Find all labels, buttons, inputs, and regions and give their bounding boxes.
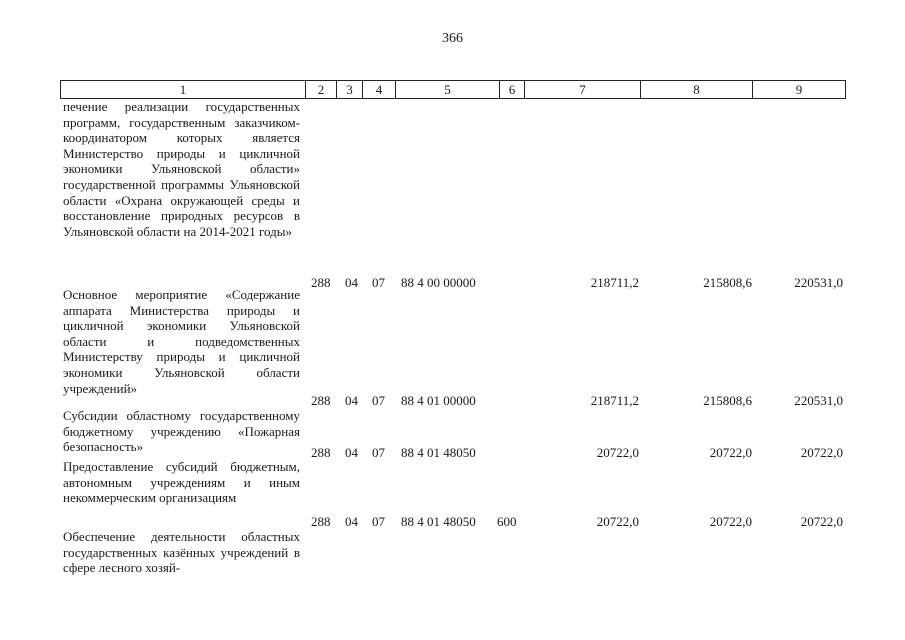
column-header-7: 7 xyxy=(525,81,641,98)
cell-value-col7: 218711,2 xyxy=(590,393,639,408)
cell-value-col9: 220531,0 xyxy=(794,275,843,290)
cell-glav: 288 xyxy=(311,445,331,460)
cell-podrazdel: 07 xyxy=(372,445,385,460)
column-header-4: 4 xyxy=(363,81,396,98)
cell-podrazdel: 07 xyxy=(372,514,385,529)
cell-value-col8: 20722,0 xyxy=(709,514,752,529)
cell-expense-type: 600 xyxy=(497,514,517,529)
cell-value-col9: 220531,0 xyxy=(794,393,843,408)
row-description: Обеспечение деятельности областных государственных казённых учреждений в сфере лесного хозяй- xyxy=(63,529,300,576)
cell-razdel: 04 xyxy=(345,514,358,529)
column-header-1: 1 xyxy=(61,81,306,98)
cell-value-col9: 20722,0 xyxy=(800,445,843,460)
cell-value-col7: 20722,0 xyxy=(596,514,639,529)
column-header-5: 5 xyxy=(396,81,500,98)
cell-razdel: 04 xyxy=(345,393,358,408)
row-description: Предоставление субсидий бюджетным, автономным учреждениям и иным некоммерческим организациям xyxy=(63,459,300,506)
column-header-9: 9 xyxy=(795,82,803,97)
row-description: Субсидии областному государственному бюджетному учреждению «Пожарная безопасность» xyxy=(63,408,300,455)
cell-glav: 288 xyxy=(311,393,331,408)
cell-glav: 288 xyxy=(311,275,331,290)
cell-podrazdel: 07 xyxy=(372,393,385,408)
cell-value-col8: 20722,0 xyxy=(709,445,752,460)
column-header-8: 8 xyxy=(641,81,753,98)
page-number: 366 xyxy=(442,31,463,46)
cell-target-article: 88 4 00 00000 xyxy=(401,275,476,290)
cell-value-col8: 215808,6 xyxy=(703,275,752,290)
cell-razdel: 04 xyxy=(345,445,358,460)
cell-podrazdel: 07 xyxy=(372,275,385,290)
row-description: Основное мероприятие «Содержание аппарата Министерства природы и цикличной экономики Ульяновской области и подведомственных Министерству природы и цикличной экономики Ульяновской области учреждений» xyxy=(63,287,300,396)
row-description: печение реализации государственных программ, государственным заказчиком-координатором которых является Министерство природы и цикличной экономики Ульяновской области» государственной программы Ульяновской области «Охрана окружающей среды и восстановление природных ресурсов в Ульяновской области на 2014-2021 годы» xyxy=(63,99,300,239)
cell-target-article: 88 4 01 48050 xyxy=(401,514,476,529)
cell-value-col7: 218711,2 xyxy=(590,275,639,290)
column-header-6: 6 xyxy=(500,81,525,98)
column-header-2: 2 xyxy=(306,81,337,98)
cell-razdel: 04 xyxy=(345,275,358,290)
cell-glav: 288 xyxy=(311,514,331,529)
cell-target-article: 88 4 01 00000 xyxy=(401,393,476,408)
cell-value-col7: 20722,0 xyxy=(596,445,639,460)
cell-value-col9: 20722,0 xyxy=(800,514,843,529)
cell-value-col8: 215808,6 xyxy=(703,393,752,408)
column-header-3: 3 xyxy=(337,81,363,98)
cell-target-article: 88 4 01 48050 xyxy=(401,445,476,460)
table-header-row xyxy=(60,80,846,99)
